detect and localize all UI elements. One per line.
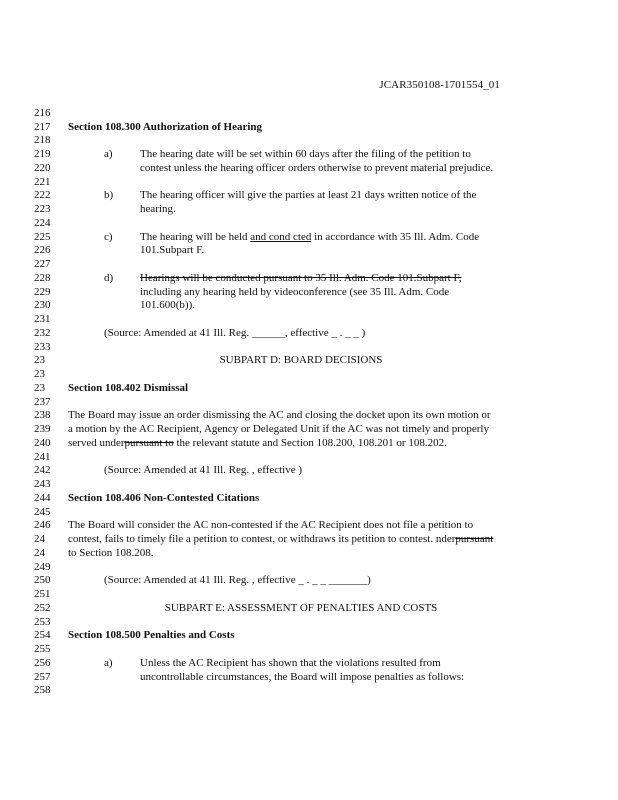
paragraph-line: to Section 108.208.	[68, 547, 154, 559]
text-run: contest, fails to timely file a petition to contest, or withdraws its petition to contest. nder	[68, 533, 456, 545]
line-number: 251	[34, 588, 51, 600]
line-number: 220	[34, 162, 51, 174]
line-number: 230	[34, 299, 51, 311]
deleted-text: Hearings will be conducted pursuant to 35 Ill. Adm. Code 101.Subpart F,	[140, 272, 462, 284]
line-number: 221	[34, 176, 51, 188]
paragraph-line: contest unless the hearing officer orders otherwise to prevent material prejudice.	[140, 162, 494, 174]
line-number: 245	[34, 506, 51, 518]
item-label: a)	[104, 657, 113, 669]
line-number: 229	[34, 286, 51, 298]
line-number: 254	[34, 629, 51, 641]
line-number: 224	[34, 217, 51, 229]
line-number: 239	[34, 423, 51, 435]
line-number: 232	[34, 327, 51, 339]
paragraph-line: The Board may issue an order dismissing the AC and closing the docket upon its own motion or	[68, 409, 491, 421]
line-number: 244	[34, 492, 51, 504]
line-number: 238	[34, 409, 51, 421]
text-run: The hearing will be held	[140, 231, 251, 243]
paragraph-line: uncontrollable circumstances, the Board will impose penalties as follows:	[140, 671, 465, 683]
line-number: 23	[34, 368, 45, 380]
paragraph-line: The Board will consider the AC non-contested if the AC Recipient does not file a petition to	[68, 519, 474, 531]
line-number: 216	[34, 107, 51, 119]
line-number: 226	[34, 244, 51, 256]
paragraph-line: hearing.	[140, 203, 176, 215]
text-run: in accordance with 35 Ill. Adm. Code	[311, 231, 480, 243]
line-number: 255	[34, 643, 51, 655]
line-number: 218	[34, 134, 51, 146]
source-note: (Source: Amended at 41 Ill. Reg. , effective _ . _ _ _______)	[104, 574, 371, 586]
line-number: 237	[34, 396, 51, 408]
line-number: 256	[34, 657, 51, 669]
paragraph-line	[68, 437, 447, 450]
item-label: c)	[104, 231, 113, 243]
text-run: served under	[68, 437, 125, 449]
line-number: 240	[34, 437, 51, 449]
line-number: 227	[34, 258, 51, 270]
paragraph-line: 101.600(b)).	[140, 299, 195, 311]
line-number: 228	[34, 272, 51, 284]
inserted-text: and cond cted	[250, 231, 312, 243]
line-number: 223	[34, 203, 51, 215]
item-label: a)	[104, 148, 113, 160]
section-108-402-title: Section 108.402 Dismissal	[68, 382, 189, 394]
paragraph-line	[68, 533, 493, 546]
line-number: 257	[34, 671, 51, 683]
line-number: 217	[34, 121, 51, 133]
document-header-id: JCAR350108-1701554_01	[379, 79, 500, 91]
line-number: 243	[34, 478, 51, 490]
source-note: (Source: Amended at 41 Ill. Reg. , effective )	[104, 464, 303, 476]
line-number: 250	[34, 574, 51, 586]
subpart-e-heading: SUBPART E: ASSESSMENT OF PENALTIES AND COSTS	[164, 602, 438, 614]
line-number: 241	[34, 451, 51, 463]
item-label: d)	[104, 272, 114, 284]
line-number: 231	[34, 313, 51, 325]
line-number: 252	[34, 602, 51, 614]
line-number: 222	[34, 189, 51, 201]
section-108-300-title: Section 108.300 Authorization of Hearing	[68, 121, 263, 133]
section-108-406-title: Section 108.406 Non-Contested Citations	[68, 492, 260, 504]
paragraph-line: The hearing date will be set within 60 days after the filing of the petition to	[140, 148, 471, 160]
item-label: b)	[104, 189, 114, 201]
paragraph-line: 101.Subpart F.	[140, 244, 205, 256]
line-number: 24	[34, 533, 45, 545]
paragraph-line: The hearing officer will give the parties at least 21 days written notice of the	[140, 189, 477, 201]
deleted-text: pursuant to	[124, 437, 174, 449]
line-number: 233	[34, 341, 51, 353]
line-number: 249	[34, 561, 51, 573]
line-number: 24	[34, 547, 45, 559]
line-number: 242	[34, 464, 51, 476]
line-number: 23	[34, 382, 45, 394]
source-note: (Source: Amended at 41 Ill. Reg. ______, effective _ . _ _ )	[104, 327, 366, 339]
line-number: 246	[34, 519, 51, 531]
line-number: 225	[34, 231, 51, 243]
section-108-500-title: Section 108.500 Penalties and Costs	[68, 629, 235, 641]
line-number: 219	[34, 148, 51, 160]
deleted-text: pursuant	[455, 533, 494, 545]
line-number: 258	[34, 684, 51, 696]
line-number: 23	[34, 354, 45, 366]
paragraph-line: a motion by the AC Recipient, Agency or Delegated Unit if the AC was not timely and properly	[68, 423, 489, 435]
text-run: the relevant statute and Section 108.200, 108.201 or 108.202.	[173, 437, 447, 449]
paragraph-line	[140, 231, 479, 244]
subpart-d-heading: SUBPART D: BOARD DECISIONS	[219, 354, 383, 366]
paragraph-line: Unless the AC Recipient has shown that the violations resulted from	[140, 657, 441, 669]
paragraph-line: including any hearing held by videoconference (see 35 Ill. Adm. Code	[140, 286, 450, 298]
line-number: 253	[34, 616, 51, 628]
